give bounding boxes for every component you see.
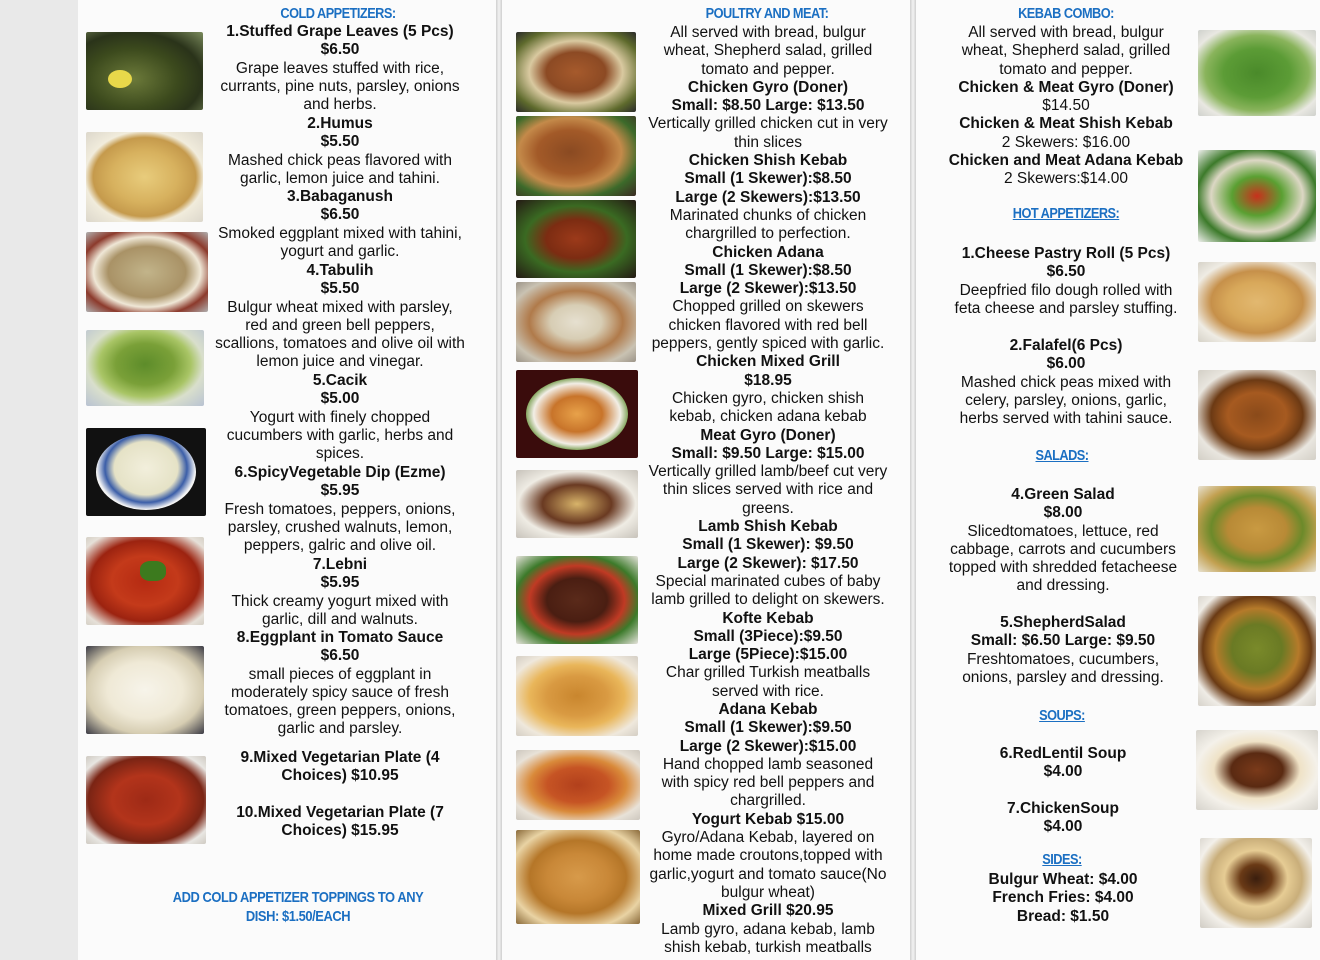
soup-item-7 (932, 800, 1194, 837)
menu-item-title: Small: $8.50 Large: $13.50 (671, 97, 865, 115)
menu-item-title: Kofte Kebab (722, 609, 814, 627)
item-name: 5.Cacik (312, 372, 368, 389)
item-desc-line: Thick creamy yogurt mixed with (231, 592, 449, 610)
menu-item-title: Chicken & Meat Shish Kebab (959, 115, 1173, 133)
lahmacun-photo (516, 750, 640, 820)
menu-item-desc: shish kebab, turkish meatballs (664, 938, 872, 956)
cold-item-9 (200, 749, 480, 786)
panel-kebab-combo (916, 0, 1320, 960)
item-desc-line: and herbs. (303, 96, 377, 114)
menu-item-desc: bulgur wheat) (721, 883, 815, 901)
item-desc-line: currants, pine nuts, parsley, onions (220, 77, 460, 95)
menu-item-desc: wheat, Shepherd salad, grilled (663, 42, 873, 60)
menu-item-desc: thin slices (733, 133, 803, 151)
menu-item-title: Chicken Shish Kebab (688, 152, 848, 170)
cold-item-5 (200, 372, 480, 463)
item-name: 7.Lebni (312, 556, 368, 573)
item-price: $5.95 (320, 482, 360, 500)
item-desc-line: lemon juice and vinegar. (256, 353, 424, 371)
item-name: 2.Falafel(6 Pcs) (1009, 337, 1123, 354)
menu-item-desc: $14.50 (1042, 97, 1090, 115)
item-desc-line: and dressing. (1016, 577, 1110, 595)
menu-item-desc: Marinated chunks of chicken (669, 206, 867, 224)
item-price: $5.50 (320, 280, 360, 298)
menu-item-title: Chicken Gyro (Doner) (687, 78, 849, 96)
item-desc-line: herbs served with tahini sauce. (959, 410, 1173, 428)
menu-item-desc: wheat, Shepherd salad, grilled (961, 42, 1171, 60)
menu-item-desc: tomato and pepper. (701, 60, 835, 78)
kebab-combo-items (936, 24, 1196, 189)
item-name: 6.SpicyVegetable Dip (Ezme) (234, 464, 446, 481)
salad-item-4 (932, 486, 1194, 596)
item-desc-line: garlic, dill and walnuts. (262, 610, 418, 628)
menu-item-desc: with spicy red bell peppers and (661, 774, 875, 792)
side-item: Bulgur Wheat: $4.00 (988, 871, 1138, 888)
side-item: Bread: $1.50 (1016, 907, 1110, 925)
item-desc-line: celery, parsley, onions, garlic, (965, 391, 1167, 409)
item-desc-line: red and green bell peppers, (245, 316, 435, 334)
menu-item-title: Chicken Adana (712, 243, 824, 261)
item-desc-line: Grape leaves stuffed with rice, (235, 59, 445, 77)
item-desc-line: garlic, lemon juice and tahini. (240, 169, 440, 187)
menu-item-desc: Special marinated cubes of baby (655, 572, 881, 590)
menu-item-desc: Vertically grilled lamb/beef cut very (648, 463, 888, 481)
item-price: $6.50 (320, 41, 360, 59)
panel-poultry-meat (502, 0, 910, 960)
item-desc-line: Fresh tomatoes, peppers, onions, (224, 500, 456, 518)
menu-item-title: Yogurt Kebab $15.00 (691, 810, 845, 828)
item-price: $6.50 (320, 206, 360, 224)
item-name: 9.Mixed Vegetarian Plate (4 (240, 749, 440, 766)
rice-pudding-photo (1200, 838, 1312, 928)
item-name: 5.ShepherdSalad (1000, 614, 1126, 631)
kofte-photo (516, 556, 638, 644)
item-name: 6.RedLentil Soup (999, 745, 1127, 762)
meat-gyro-photo (516, 470, 638, 538)
baklava-photo (1198, 486, 1316, 572)
item-desc-line: cucumbers with garlic, herbs and (226, 426, 454, 444)
item-price: $5.50 (320, 133, 360, 151)
item-name: 1.Cheese Pastry Roll (5 Pcs) (961, 245, 1171, 262)
item-desc-line: spices. (315, 445, 365, 463)
menu-item-title: Chicken Mixed Grill (696, 353, 840, 371)
menu-item-title: Small: $9.50 Large: $15.00 (671, 444, 865, 462)
item-desc-line: small pieces of eggplant in (248, 665, 432, 683)
cold-appetizers-heading: COLD APPETIZERS: (280, 6, 396, 22)
grape-leaves-photo (86, 32, 203, 110)
item-desc-line: scallions, tomatoes and olive oil with (215, 335, 465, 353)
menu-item-title: Large (5Piece):$15.00 (688, 646, 848, 664)
menu-item-desc: chargrilled to perfection. (685, 225, 851, 243)
menu-item-title: Chicken & Meat Gyro (Doner) (958, 78, 1174, 96)
menu-item-desc: chicken flavored with red bell (668, 316, 868, 334)
sides-list (932, 871, 1194, 926)
menu-item-title: Adana Kebab (718, 700, 818, 718)
item-desc-line: Freshtomatoes, cucumbers, (966, 650, 1160, 668)
menu-item-desc: Vertically grilled chicken cut in very (648, 115, 888, 133)
bread-photo (516, 830, 640, 924)
item-desc-line: cabbage, carrots and cucumbers (950, 540, 1176, 558)
menu-item-desc: home made croutons,topped with (653, 847, 883, 865)
cold-item-1 (200, 23, 480, 114)
menu-item-title: Lamb Shish Kebab (698, 518, 838, 536)
menu-item-desc: 2 Skewers:$14.00 (1003, 170, 1129, 188)
chicken-gyro-photo (516, 32, 636, 112)
poultry-heading: POULTRY AND MEAT: (705, 6, 829, 22)
cold-item-7 (200, 556, 480, 629)
menu-item-title: $18.95 (744, 371, 792, 389)
cold-toppings-note (135, 888, 462, 926)
item-name: 1.Stuffed Grape Leaves (5 Pcs) (226, 23, 454, 40)
tabulih-photo (86, 330, 204, 406)
menu-item-title: Large (2 Skewer):$13.50 (679, 280, 857, 298)
item-price: Small: $6.50 Large: $9.50 (970, 632, 1156, 650)
pastry-roll-photo (1198, 262, 1316, 342)
item-desc-line: peppers, galric and olive oil. (243, 537, 437, 555)
item-desc-line: Mashed chick peas mixed with (960, 373, 1172, 391)
menu-item-title: Large (2 Skewer): $17.50 (677, 554, 859, 572)
kunefe-photo (1198, 596, 1316, 706)
menu-item-desc: Gyro/Adana Kebab, layered on (661, 829, 875, 847)
item-desc-line: Yogurt with finely chopped (249, 408, 431, 426)
menu-item-desc: Char grilled Turkish meatballs (665, 664, 871, 682)
chicken-adana-photo (516, 200, 636, 278)
toppings-line: ADD COLD APPETIZER TOPPINGS TO ANY (172, 889, 424, 906)
item-price: $5.00 (320, 390, 360, 408)
item-desc-line: Slicedtomatoes, lettuce, red (967, 522, 1159, 540)
menu-item-desc: Chopped grilled on skewers (672, 298, 864, 316)
salad-item-5 (932, 614, 1194, 687)
item-desc-line: topped with shredded fetacheese (948, 559, 1178, 577)
menu-item-desc: chargrilled. (730, 792, 806, 810)
panel-cold-appetizers (78, 0, 496, 960)
item-desc-line: Smoked eggplant mixed with tahini, (218, 224, 462, 242)
menu-item-desc: garlic,yogurt and tomato sauce(No (649, 865, 887, 883)
babaganush-photo (86, 232, 208, 312)
item-desc-line: feta cheese and parsley stuffing. (954, 299, 1178, 317)
ezme-photo (86, 537, 204, 625)
poultry-items (632, 24, 904, 957)
shepherd-salad-photo (1198, 150, 1316, 242)
soup-item-6 (932, 745, 1194, 782)
lebni-photo (86, 646, 204, 734)
falafel-photo (1198, 370, 1316, 460)
item-desc-line: Mashed chick peas flavored with (227, 151, 452, 169)
item-name: 2.Humus (307, 115, 373, 132)
side-item: French Fries: $4.00 (992, 889, 1134, 907)
menu-item-desc: kebab, chicken adana kebab (669, 408, 867, 426)
salads-heading: SALADS: (1035, 448, 1089, 464)
menu-item-title: Meat Gyro (Doner) (700, 426, 836, 444)
item-name: 10.Mixed Vegetarian Plate (7 (236, 804, 444, 821)
item-desc-line: moderately spicy sauce of fresh (231, 683, 449, 701)
menu-item-desc: peppers, gently spiced with garlic. (651, 335, 885, 353)
hot-item-1 (936, 245, 1196, 318)
menu-item-desc: thin slices served with rice and (662, 481, 874, 499)
menu-item-title: Small (1 Skewer): $9.50 (682, 536, 854, 554)
item-price: $6.50 (320, 647, 360, 665)
menu-item-desc: tomato and pepper. (999, 60, 1133, 78)
menu-item-desc: lamb grilled to delight on skewers. (651, 591, 885, 609)
item-price: $8.00 (1043, 504, 1083, 522)
item-desc-line: Bulgur wheat mixed with parsley, (227, 298, 453, 316)
item-desc-line: parsley, crushed walnuts, lemon, (227, 518, 453, 536)
cold-item-10 (200, 804, 480, 841)
cold-item-3 (200, 188, 480, 261)
item-name: 4.Tabulih (306, 262, 374, 279)
cold-item-2 (200, 115, 480, 188)
menu-item-title: Large (2 Skewers):$13.50 (675, 188, 861, 206)
cold-item-4 (200, 262, 480, 372)
item-desc-line: onions, parsley and dressing. (962, 668, 1164, 686)
item-name: 3.Babaganush (287, 188, 393, 205)
item-price: $6.50 (1046, 263, 1086, 281)
menu-item-desc: All served with bread, bulgur (968, 24, 1164, 41)
eggplant-tomato-photo (86, 756, 206, 844)
menu-item-title: Chicken and Meat Adana Kebab (948, 152, 1184, 170)
adana-plate-photo (516, 282, 636, 362)
item-name: 8.Eggplant in Tomato Sauce (236, 629, 444, 646)
item-name: 4.Green Salad (1011, 486, 1115, 503)
humus-photo (86, 132, 203, 222)
item-desc-line: yogurt and garlic. (280, 242, 400, 260)
kebab-combo-heading: KEBAB COMBO: (1018, 6, 1114, 22)
menu-item-desc: Hand chopped lamb seasoned (662, 755, 874, 773)
menu-item-desc: greens. (742, 499, 794, 517)
item-desc-line: tomatoes, green peppers, onions, (224, 702, 456, 720)
sides-heading: SIDES: (1042, 852, 1082, 868)
menu-item-desc: Chicken gyro, chicken shish (671, 389, 865, 407)
menu-item-title: Large (2 Skewer):$15.00 (679, 737, 857, 755)
item-price: $5.95 (320, 574, 360, 592)
item-price: $4.00 (1043, 818, 1083, 836)
menu-item-title: Small (1 Skewer):$8.50 (684, 170, 852, 188)
menu-item-title: Mixed Grill $20.95 (702, 902, 834, 920)
item-name: 7.ChickenSoup (1007, 800, 1119, 817)
mixed-grill-photo (516, 370, 638, 458)
hot-item-2 (936, 337, 1196, 428)
menu-item-title: Small (1 Skewer):$9.50 (684, 719, 852, 737)
item-desc-line: garlic and parsley. (277, 720, 403, 738)
toppings-line: DISH: $1.50/EACH (245, 908, 351, 925)
menu-item-desc: 2 Skewers: $16.00 (1001, 133, 1131, 151)
menu-item-desc: Lamb gyro, adana kebab, lamb (661, 920, 875, 938)
soups-heading: SOUPS: (1039, 708, 1085, 724)
menu-item-title: Small (1 Skewer):$8.50 (684, 261, 852, 279)
item-price: $6.00 (1046, 355, 1086, 373)
item-desc-line: Deepfried filo dough rolled with (959, 281, 1173, 299)
menu-item-desc: All served with bread, bulgur (670, 24, 866, 41)
cacik-photo (86, 428, 206, 516)
menu-item-desc: served with rice. (712, 682, 824, 700)
item-name: Choices) $10.95 (281, 767, 399, 785)
dessert-slice-photo (1196, 730, 1318, 810)
item-price: $4.00 (1043, 763, 1083, 781)
cold-item-8 (200, 629, 480, 739)
green-salad-photo (1198, 30, 1316, 116)
menu-item-title: Small (3Piece):$9.50 (693, 627, 843, 645)
pide-photo (516, 656, 638, 736)
chicken-shish-photo (516, 116, 636, 196)
hot-appetizers-heading: HOT APPETIZERS: (1012, 206, 1120, 222)
item-name: Choices) $15.95 (281, 822, 399, 840)
cold-item-6 (200, 464, 480, 555)
